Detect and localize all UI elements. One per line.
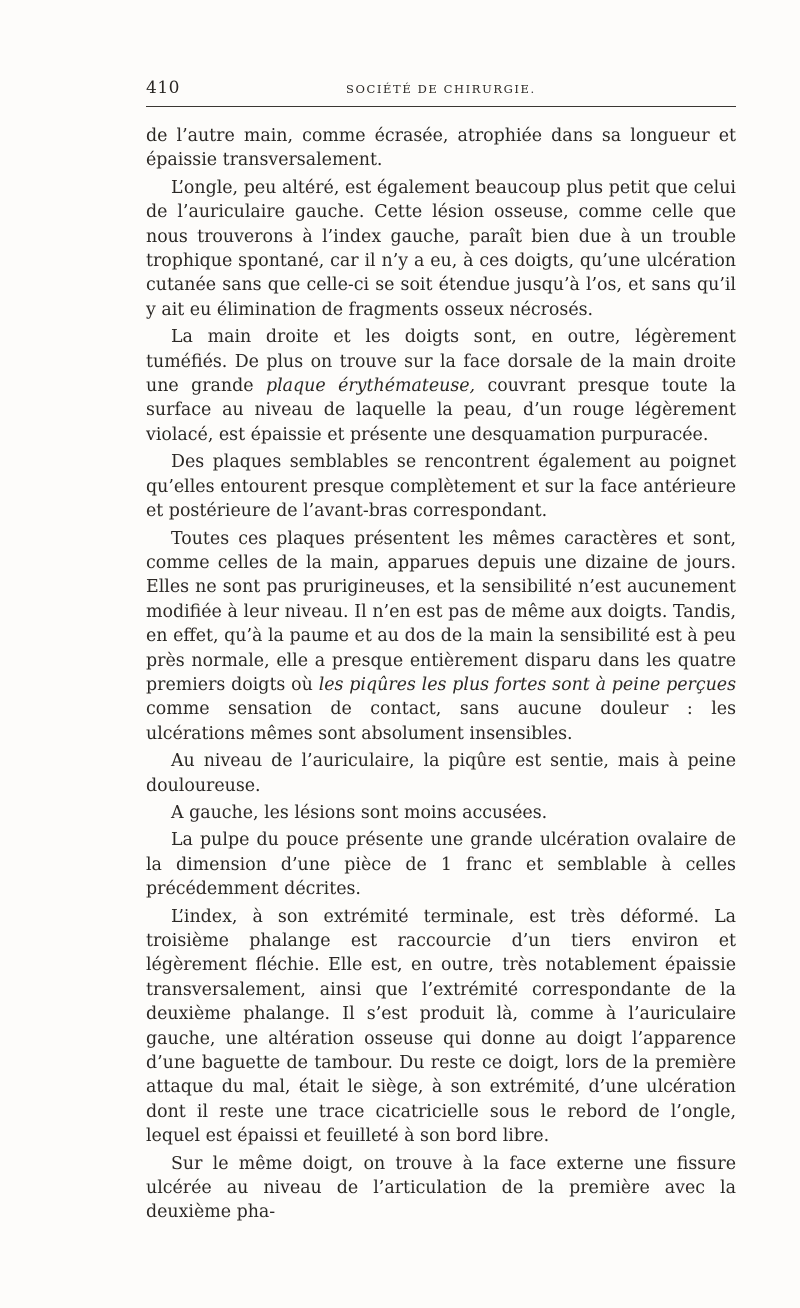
paragraph: de l’autre main, comme écrasée, atrophiée dans sa longueur et épaissie transversalement.	[146, 126, 736, 171]
paragraph: Au niveau de l’auriculaire, la piqûre est sentie, mais à peine douloureuse.	[146, 751, 736, 796]
italic-term: plaque érythémateuse,	[265, 376, 476, 397]
paragraph: La main droite et les doigts sont, en outre, légèrement tuméfiés. De plus on trouve sur la face dorsale de la main droite une grande plaque érythémateuse, couvrant presque toute la surface au niveau de laquelle la peau, d’un rouge légèrement violacé, est épaissie et présente une desquamation purpuracée.	[146, 327, 737, 445]
paragraph: La pulpe du pouce présente une grande ulcération ovalaire de la dimension d’une pièce de 1 franc et semblable à celles précédemment décrites.	[146, 830, 736, 900]
body-text	[146, 124, 736, 1225]
paragraph: Toutes ces plaques présentent les mêmes caractères et sont, comme celles de la main, apparues depuis une dizaine de jours. Elles ne sont pas prurigineuses, et la sensibilité n’est aucunement modifiée à leur niveau. Il n’en est pas de même aux doigts. Tandis, en effet, qu’à la paume et au dos de la main la sensibilité est à peu près normale, elle a presque entièrement disparu dans les quatre premiers doigts où les piqûres les plus fortes sont à peine perçues comme sensation de contact, sans aucune douleur : les ulcérations mêmes sont absolument insensibles.	[146, 528, 736, 744]
paragraph: L’index, à son extrémité terminale, est très déformé. La troisième phalange est raccourcie d’un tiers environ et légèrement fléchie. Elle est, en outre, très notablement épaissie transversalement, ainsi que l’extrémité correspondante de la deuxième phalange. Il s’est produit là, comme à l’auriculaire gauche, une altération osseuse qui donne au doigt l’apparence d’une baguette de tambour. Du reste ce doigt, lors de la première attaque du mal, était le siège, à son extrémité, d’une ulcération dont il reste une trace cicatricielle sous le rebord de l’ongle, lequel est épaissi et feuilleté à son bord libre.	[146, 906, 736, 1147]
running-title: SOCIÉTÉ DE CHIRURGIE.	[346, 82, 536, 96]
paragraph: Sur le même doigt, on trouve à la face externe une fissure ulcérée au niveau de l’articulation de la première avec la deuxième pha-	[146, 1153, 736, 1223]
page-number: 410	[146, 78, 180, 98]
paragraph: Des plaques semblables se rencontrent également au poignet qu’elles entourent presque complètement et sur la face antérieure et postérieure de l’avant-bras correspondant.	[146, 452, 736, 522]
paragraph: A gauche, les lésions sont moins accusées.	[171, 802, 548, 823]
italic-phrase: les piqûres les plus fortes sont à peine perçues	[318, 674, 736, 695]
running-head	[146, 72, 736, 107]
paragraph: L’ongle, peu altéré, est également beaucoup plus petit que celui de l’auriculaire gauche. Cette lésion osseuse, comme celle que nous trouverons à l’index gauche, paraît bien due à un trouble trophique spontané, car il n’y a eu, à ces doigts, qu’une ulcération cutanée sans que celle-ci se soit étendue jusqu’à l’os, et sans qu’il y ait eu élimination de fragments osseux nécrosés.	[146, 177, 736, 320]
